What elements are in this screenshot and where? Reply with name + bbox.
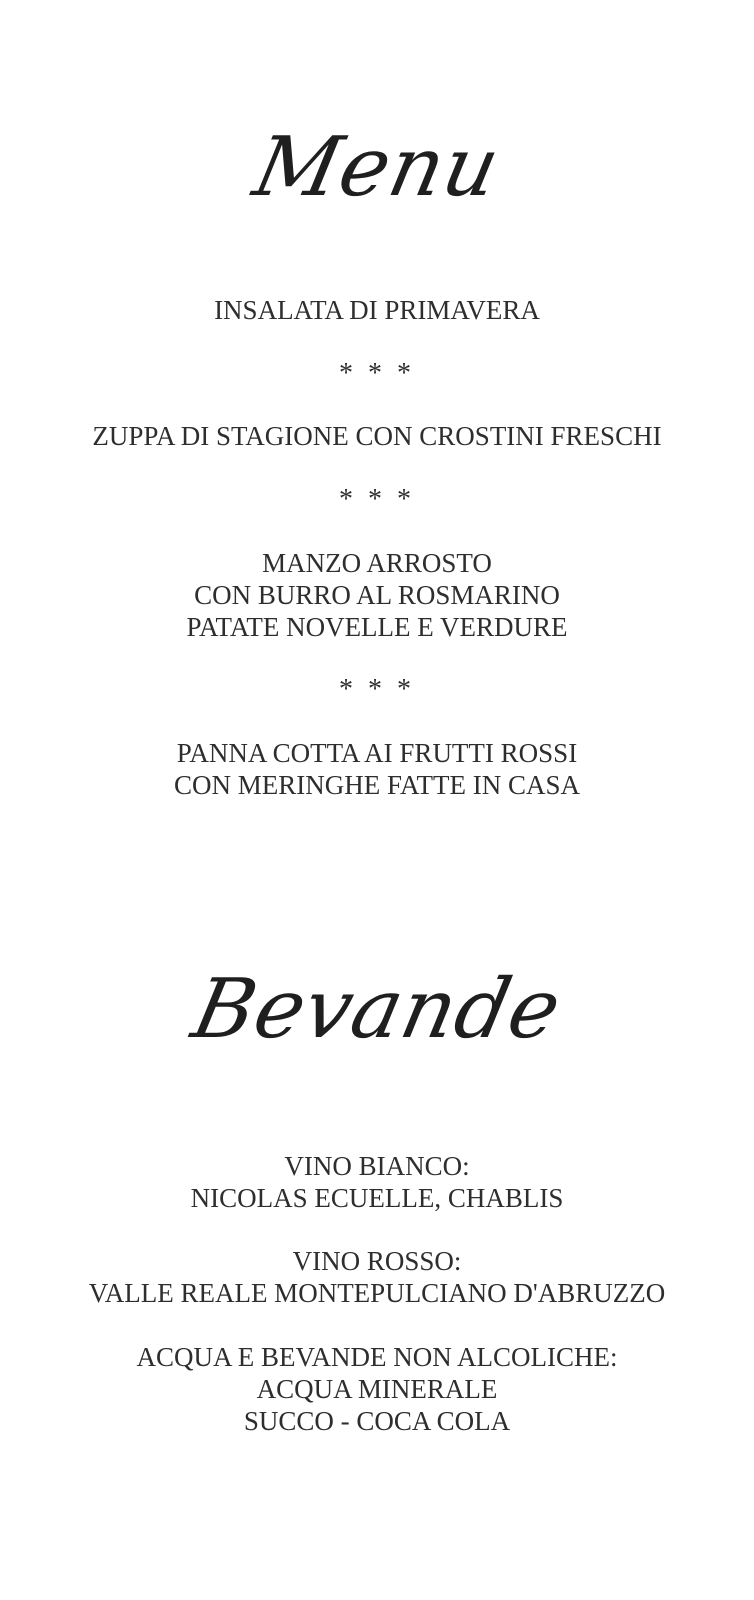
drink-2-line-2: VALLE REALE MONTEPULCIANO D'ABRUZZO xyxy=(88,1278,666,1308)
course-separator-3: * * * xyxy=(339,674,415,705)
bevande-title: Bevande xyxy=(184,962,570,1057)
course-2-line-1: ZUPPA DI STAGIONE CON CROSTINI FRESCHI xyxy=(92,421,662,451)
drink-1-line-1: VINO BIANCO: xyxy=(284,1151,470,1181)
course-3-line-3: PATATE NOVELLE E VERDURE xyxy=(186,612,568,642)
course-separator-2: * * * xyxy=(339,484,415,515)
course-4-line-1: PANNA COTTA AI FRUTTI ROSSI xyxy=(176,738,578,768)
drink-2-line-1: VINO ROSSO: xyxy=(292,1246,462,1276)
menu-title: Menu xyxy=(245,120,509,215)
drink-3-line-3: SUCCO - COCA COLA xyxy=(243,1406,511,1436)
course-1-line-1: INSALATA DI PRIMAVERA xyxy=(214,295,540,325)
course-separator-1: * * * xyxy=(339,358,415,389)
course-3-line-1: MANZO ARROSTO xyxy=(262,548,492,578)
drink-1-line-2: NICOLAS ECUELLE, CHABLIS xyxy=(190,1183,564,1213)
course-4-line-2: CON MERINGHE FATTE IN CASA xyxy=(173,770,580,800)
course-3-line-2: CON BURRO AL ROSMARINO xyxy=(194,580,560,610)
drink-3-line-2: ACQUA MINERALE xyxy=(256,1374,498,1404)
drink-3-line-1: ACQUA E BEVANDE NON ALCOLICHE: xyxy=(136,1342,618,1372)
